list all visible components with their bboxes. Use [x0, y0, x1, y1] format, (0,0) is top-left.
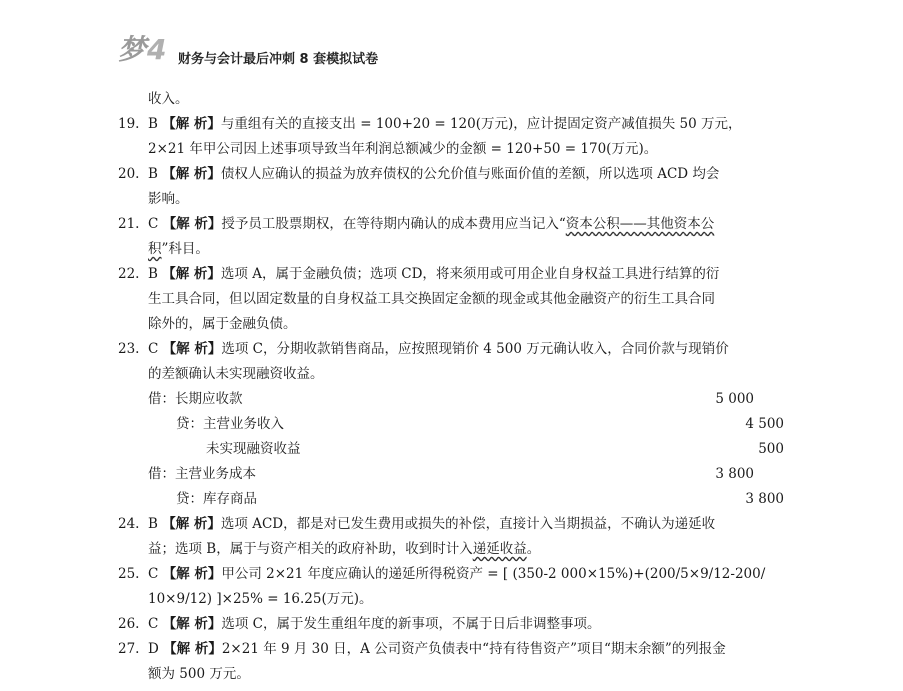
emphasized-text: 递延收益	[472, 541, 527, 557]
journal-account: 未实现融资收益	[206, 441, 301, 457]
explanation-text: 选项 ACD，都是对已发生费用或损失的补偿，直接计入当期损益，不确认为递延收	[220, 516, 716, 532]
explanation-text: 授予员工股票期权，在等待期内确认的成本费用应当记入“	[221, 216, 566, 232]
page-header	[118, 28, 778, 68]
explanation-text: 选项 C，属于发生重组年度的新事项，不属于日后非调整事项。	[221, 616, 601, 632]
explanation-text: 的差额确认未实现融资收益。	[148, 366, 324, 382]
explanation-text: 。	[526, 541, 541, 557]
logo-number: 4	[147, 33, 168, 66]
journal-entry	[118, 387, 784, 412]
answer-letter: B	[148, 166, 158, 182]
explanation-text: 益；选项 B，属于与资产相关的政府补助，收到时计入	[148, 541, 473, 557]
explanation-text: 生工具合同，但以固定数量的自身权益工具交换固定金额的现金或其他金融资产的衍生工具合同	[148, 291, 715, 307]
answer-letter: B	[148, 116, 158, 132]
item-number: 21.	[118, 216, 140, 232]
answer-letter: B	[148, 516, 158, 532]
text-line	[118, 662, 784, 687]
text-line	[118, 287, 784, 312]
journal-account: 借：长期应收款	[148, 391, 243, 407]
answer-letter: B	[148, 266, 158, 282]
explanation-text: 甲公司 2×21 年度应确认的递延所得税资产 = [ (350-2 000×15%)+(200/5×9/12-200/	[221, 566, 766, 582]
answer-letter: C	[148, 566, 159, 582]
journal-amount: 4 500	[745, 416, 784, 432]
journal-entry	[118, 437, 784, 462]
answer-item-23	[118, 337, 784, 362]
answer-item-20	[118, 162, 784, 187]
item-number: 26.	[118, 616, 140, 632]
answer-item-27	[118, 637, 784, 662]
analysis-tag: 【解 析】	[162, 166, 221, 182]
answer-explanations	[118, 87, 784, 687]
journal-amount: 3 800	[745, 491, 784, 507]
item-number: 25.	[118, 566, 140, 582]
answer-item-19	[118, 112, 784, 137]
journal-account: 贷：主营业务收入	[176, 416, 284, 432]
explanation-text: 影响。	[148, 191, 189, 207]
item-number: 20.	[118, 166, 140, 182]
answer-letter: C	[148, 341, 159, 357]
analysis-tag: 【解 析】	[162, 341, 222, 357]
text-line	[118, 237, 784, 262]
answer-item-24	[118, 512, 784, 537]
text-line	[118, 537, 784, 562]
answer-letter: C	[148, 216, 159, 232]
explanation-text: ”科目。	[161, 241, 209, 257]
explanation-text: 2×21 年 9 月 30 日，A 公司资产负债表中“持有待售资产”项目“期末余额”的列报金	[221, 641, 726, 657]
explanation-text: 除外的，属于金融负债。	[148, 316, 297, 332]
analysis-tag: 【解 析】	[162, 616, 222, 632]
explanation-text: 与重组有关的直接支出 = 100+20 = 120(万元)，应计提固定资产减值损失 50 万元，	[220, 116, 742, 132]
emphasized-text: 资本公积——其他资本公	[565, 216, 715, 232]
item-number: 24.	[118, 516, 140, 532]
analysis-tag: 【解 析】	[163, 641, 222, 657]
answer-letter: C	[148, 616, 159, 632]
answer-item-26	[118, 612, 784, 637]
journal-amount: 500	[758, 441, 784, 457]
answer-item-25	[118, 562, 784, 587]
journal-amount: 5 000	[715, 391, 754, 407]
explanation-text: 10×9/12) ]×25% = 16.25(万元)。	[148, 591, 373, 607]
text-line	[118, 137, 784, 162]
series-logo	[118, 28, 168, 68]
item-number: 22.	[118, 266, 140, 282]
continuation-text: 收入。	[148, 91, 189, 107]
journal-entry	[118, 462, 784, 487]
item-number: 23.	[118, 341, 140, 357]
item-number: 27.	[118, 641, 140, 657]
analysis-tag: 【解 析】	[162, 266, 221, 282]
analysis-tag: 【解 析】	[162, 516, 221, 532]
explanation-text: 选项 A，属于金融负债；选项 CD，将来须用或可用企业自身权益工具进行结算的衍	[220, 266, 720, 282]
text-line	[118, 187, 784, 212]
journal-account: 借：主营业务成本	[148, 466, 256, 482]
explanation-text: 额为 500 万元。	[148, 666, 250, 682]
answer-item-22	[118, 262, 784, 287]
analysis-tag: 【解 析】	[162, 116, 221, 132]
text-line	[118, 362, 784, 387]
text-line	[118, 587, 784, 612]
series-title: 财务与会计最后冲刺 8 套模拟试卷	[178, 52, 379, 67]
explanation-text: 债权人应确认的损益为放弃债权的公允价值与账面价值的差额，所以选项 ACD 均会	[220, 166, 720, 182]
journal-amount: 3 800	[715, 466, 754, 482]
journal-account: 贷：库存商品	[176, 491, 257, 507]
explanation-text: 2×21 年甲公司因上述事项导致当年利润总额减少的金额 = 120+50 = 170(万元)。	[148, 141, 658, 157]
item-number: 19.	[118, 116, 140, 132]
analysis-tag: 【解 析】	[162, 566, 222, 582]
emphasized-text: 积	[148, 241, 162, 257]
text-line	[118, 87, 784, 112]
logo-char: 梦	[118, 33, 148, 66]
journal-entry	[118, 412, 784, 437]
analysis-tag: 【解 析】	[162, 216, 222, 232]
answer-letter: D	[148, 641, 159, 657]
journal-entry	[118, 487, 784, 512]
answer-item-21	[118, 212, 784, 237]
explanation-text: 选项 C，分期收款销售商品，应按照现销价 4 500 万元确认收入，合同价款与现销价	[221, 341, 729, 357]
text-line	[118, 312, 784, 337]
